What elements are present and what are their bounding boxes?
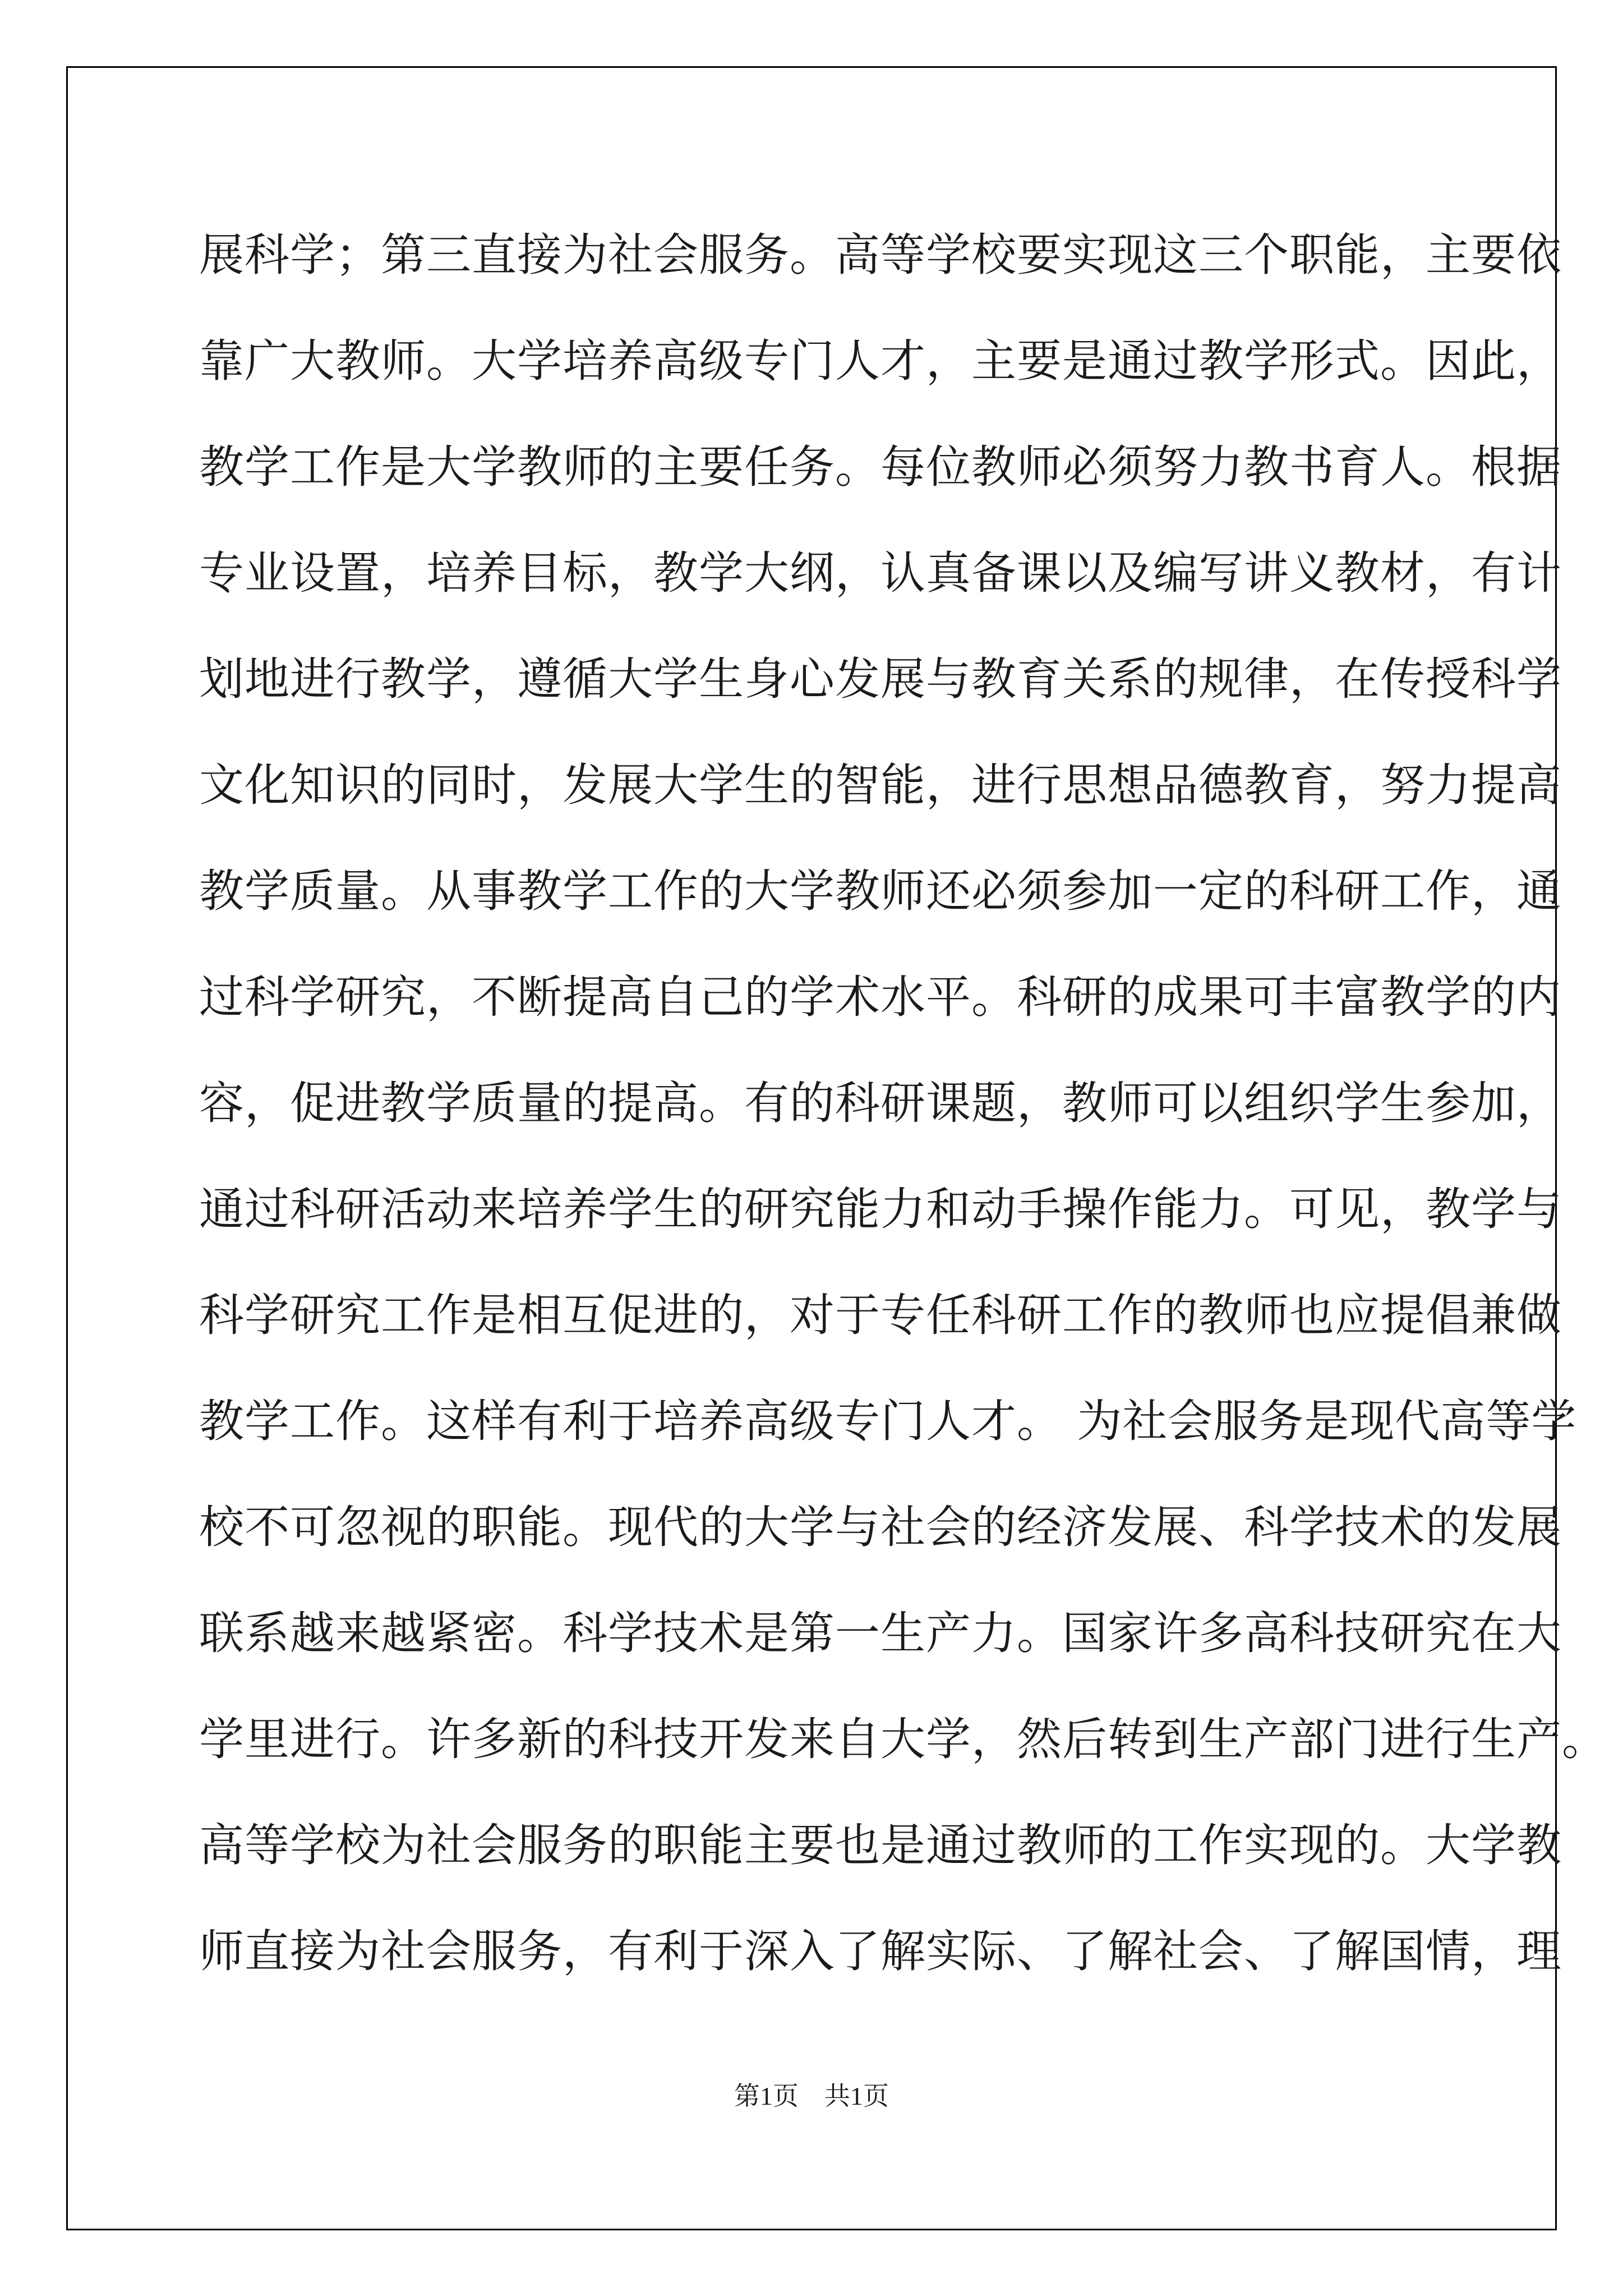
page-number: 第1页 共1页	[734, 2082, 889, 2110]
text-line: 教学工作是大学教师的主要任务。每位教师必须努力教书育人。根据	[199, 441, 1562, 493]
text-line: 联系越来越紧密。科学技术是第一生产力。国家许多高科技研究在大	[199, 1607, 1562, 1659]
text-line: 展科学；第三直接为社会服务。高等学校要实现这三个职能，主要依	[199, 229, 1562, 281]
page-footer	[0, 2076, 1623, 2113]
text-line: 文化知识的同时，发展大学生的智能，进行思想品德教育，努力提高	[199, 759, 1562, 811]
text-line: 校不可忽视的职能。现代的大学与社会的经济发展、科学技术的发展	[199, 1501, 1562, 1553]
text-line: 通过科研活动来培养学生的研究能力和动手操作能力。可见，教学与	[199, 1183, 1562, 1235]
text-line: 专业设置，培养目标，教学大纲，认真备课以及编写讲义教材，有计	[199, 547, 1562, 599]
text-line: 师直接为社会服务，有利于深入了解实际、了解社会、了解国情，理	[199, 1925, 1562, 1977]
text-line: 教学工作。这样有利于培养高级专门人才。 为社会服务是现代高等学	[199, 1395, 1577, 1447]
text-line: 过科学研究，不断提高自己的学术水平。科研的成果可丰富教学的内	[199, 971, 1562, 1023]
body-text	[199, 202, 1607, 2004]
text-line: 高等学校为社会服务的职能主要也是通过教师的工作实现的。大学教	[199, 1819, 1562, 1871]
text-line: 科学研究工作是相互促进的，对于专任科研工作的教师也应提倡兼做	[199, 1289, 1562, 1341]
text-line: 教学质量。从事教学工作的大学教师还必须参加一定的科研工作，通	[199, 865, 1562, 917]
text-line: 靠广大教师。大学培养高级专门人才，主要是通过教学形式。因此，	[199, 335, 1562, 387]
text-line: 学里进行。许多新的科技开发来自大学，然后转到生产部门进行生产。	[199, 1713, 1607, 1765]
text-line: 容，促进教学质量的提高。有的科研课题，教师可以组织学生参加，	[199, 1077, 1562, 1129]
text-line: 划地进行教学，遵循大学生身心发展与教育关系的规律，在传授科学	[199, 653, 1562, 705]
